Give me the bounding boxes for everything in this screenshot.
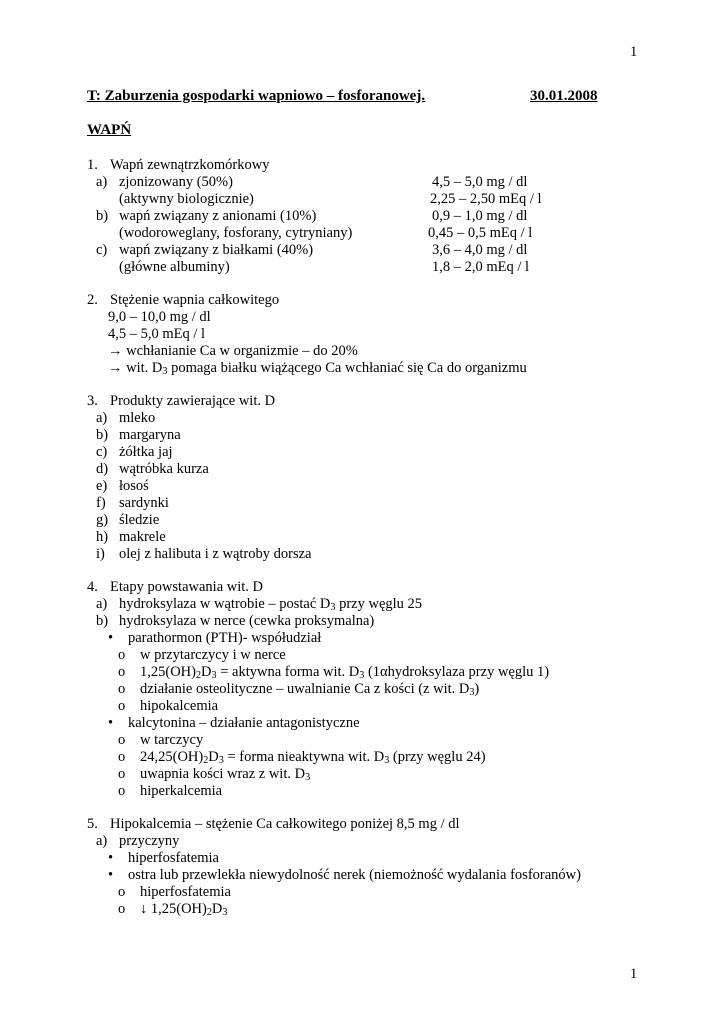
s1-a-value2: 2,25 – 2,50 mEq / l <box>430 191 542 207</box>
s2-title: Stężenie wapnia całkowitego <box>110 292 280 308</box>
s1-c-value1: 3,6 – 4,0 mg / dl <box>432 242 528 258</box>
s4-p2-item: w tarczycy <box>140 732 204 748</box>
bullet-icon: • <box>108 867 114 883</box>
s4-a-text: hydroksylaza w wątrobie – postać $D_3$ przy węglu 25 <box>119 596 423 614</box>
s1-b-subtext: (wodoroweglany, fosforany, cytryniany) <box>119 225 353 241</box>
circle-bullet-icon: o <box>118 884 126 900</box>
s3-item-letter: c) <box>96 444 108 460</box>
s4-p2: kalcytonina – działanie antagonistyczne <box>128 715 360 731</box>
s1-b-value2: 0,45 – 0,5 mEq / l <box>428 225 533 241</box>
s1-c-value2: 1,8 – 2,0 mEq / l <box>432 259 530 275</box>
s5-a-letter: a) <box>96 833 108 849</box>
s4-number: 4. <box>87 579 98 595</box>
s3-item: makrele <box>119 529 166 545</box>
s3-item: łosoś <box>119 478 149 494</box>
s1-b-text: wapń związany z anionami (10%) <box>119 208 317 224</box>
s3-item-letter: e) <box>96 478 108 494</box>
s3-item: margaryna <box>119 427 181 443</box>
s2-line3: → wchłanianie Ca w organizmie – do 20% <box>108 343 358 359</box>
s1-c-subtext: (główne albuminy) <box>119 259 230 275</box>
s3-item-letter: i) <box>96 546 105 562</box>
s1-b-value1: 0,9 – 1,0 mg / dl <box>432 208 528 224</box>
s2-line4: → wit. $D_3$ pomaga białku wiążącego Ca wchłaniać się Ca do organizmu <box>108 360 527 378</box>
page-number-bottom: 1 <box>630 966 638 982</box>
s1-a-subtext: (aktywny biologicznie) <box>119 191 254 207</box>
s4-p2-item: uwapnia kości wraz z wit. $D_3$ <box>140 766 311 784</box>
circle-bullet-icon: o <box>118 732 126 748</box>
s4-p1-item: w przytarczycy i w nerce <box>140 647 286 663</box>
s1-title: Wapń zewnątrzkomórkowy <box>110 157 270 173</box>
bullet-icon: • <box>108 850 114 866</box>
s2-number: 2. <box>87 292 98 308</box>
s5-a-text: przyczyny <box>119 833 180 849</box>
s2-line1: 9,0 – 10,0 mg / dl <box>108 309 211 325</box>
s1-a-value1: 4,5 – 5,0 mg / dl <box>432 174 528 190</box>
circle-bullet-icon: o <box>118 681 126 697</box>
s3-number: 3. <box>87 393 98 409</box>
s3-item-letter: g) <box>96 512 109 528</box>
s3-item: żółtka jaj <box>119 444 173 460</box>
s3-item: śledzie <box>119 512 160 528</box>
s4-a-letter: a) <box>96 596 108 612</box>
s3-item: olej z halibuta i z wątroby dorsza <box>119 546 312 562</box>
bullet-icon: • <box>108 630 114 646</box>
s5-number: 5. <box>87 816 98 832</box>
s1-c-text: wapń związany z białkami (40%) <box>119 242 314 258</box>
circle-bullet-icon: o <box>118 698 126 714</box>
s4-p1-item: działanie osteolityczne – uwalnianie Ca z kości (z wit. $D_3$) <box>140 681 480 699</box>
document-date: 30.01.2008 <box>530 88 598 104</box>
section-heading: WAPŃ <box>87 122 132 138</box>
s4-b-text: hydroksylaza w nerce (cewka proksymalna) <box>119 613 375 629</box>
s1-a-text: zjonizowany (50%) <box>119 174 233 190</box>
s4-p2-item: hiperkalcemia <box>140 783 223 799</box>
s5-bullet-item: ostra lub przewlekła niewydolność nerek (niemożność wydalania fosforanów) <box>128 867 581 883</box>
s5-title: Hipokalcemia – stężenie Ca całkowitego poniżej 8,5 mg / dl <box>110 816 460 832</box>
s4-p1-item: hipokalcemia <box>140 698 219 714</box>
s1-a-letter: a) <box>96 174 108 190</box>
s3-item-letter: h) <box>96 529 109 545</box>
page-number-top: 1 <box>630 44 638 60</box>
s4-p1: parathormon (PTH)- współudział <box>128 630 322 646</box>
s4-title: Etapy powstawania wit. D <box>110 579 264 595</box>
circle-bullet-icon: o <box>118 664 126 680</box>
s3-item: wątróbka kurza <box>119 461 209 477</box>
s4-b-letter: b) <box>96 613 109 629</box>
circle-bullet-icon: o <box>118 766 126 782</box>
document-title: T: Zaburzenia gospodarki wapniowo – fosforanowej. <box>87 88 426 104</box>
s5-sub-item: ↓ $1,25(OH)_2D_3$ <box>140 901 228 919</box>
s2-line2: 4,5 – 5,0 mEq / l <box>108 326 206 342</box>
s3-item-letter: b) <box>96 427 109 443</box>
circle-bullet-icon: o <box>118 647 126 663</box>
s3-item: mleko <box>119 410 156 426</box>
s1-b-letter: b) <box>96 208 109 224</box>
circle-bullet-icon: o <box>118 783 126 799</box>
s3-title: Produkty zawierające wit. D <box>110 393 276 409</box>
s3-item-letter: d) <box>96 461 109 477</box>
circle-bullet-icon: o <box>118 901 126 917</box>
s5-sub-item: hiperfosfatemia <box>140 884 231 900</box>
bullet-icon: • <box>108 715 114 731</box>
s4-p1-item: $1,25(OH)_2D_3$ = aktywna forma wit. $D_3$ (1αhydroksylaza przy węglu 1) <box>140 664 550 682</box>
s1-c-letter: c) <box>96 242 108 258</box>
s4-p2-item: $24,25(OH)_2D_3$ = forma nieaktywna wit. $D_3$ (przy węglu 24) <box>140 749 486 767</box>
circle-bullet-icon: o <box>118 749 126 765</box>
s1-number: 1. <box>87 157 98 173</box>
s3-item-letter: a) <box>96 410 108 426</box>
s3-item: sardynki <box>119 495 169 511</box>
s5-bullet-item: hiperfosfatemia <box>128 850 219 866</box>
s3-item-letter: f) <box>96 495 106 511</box>
